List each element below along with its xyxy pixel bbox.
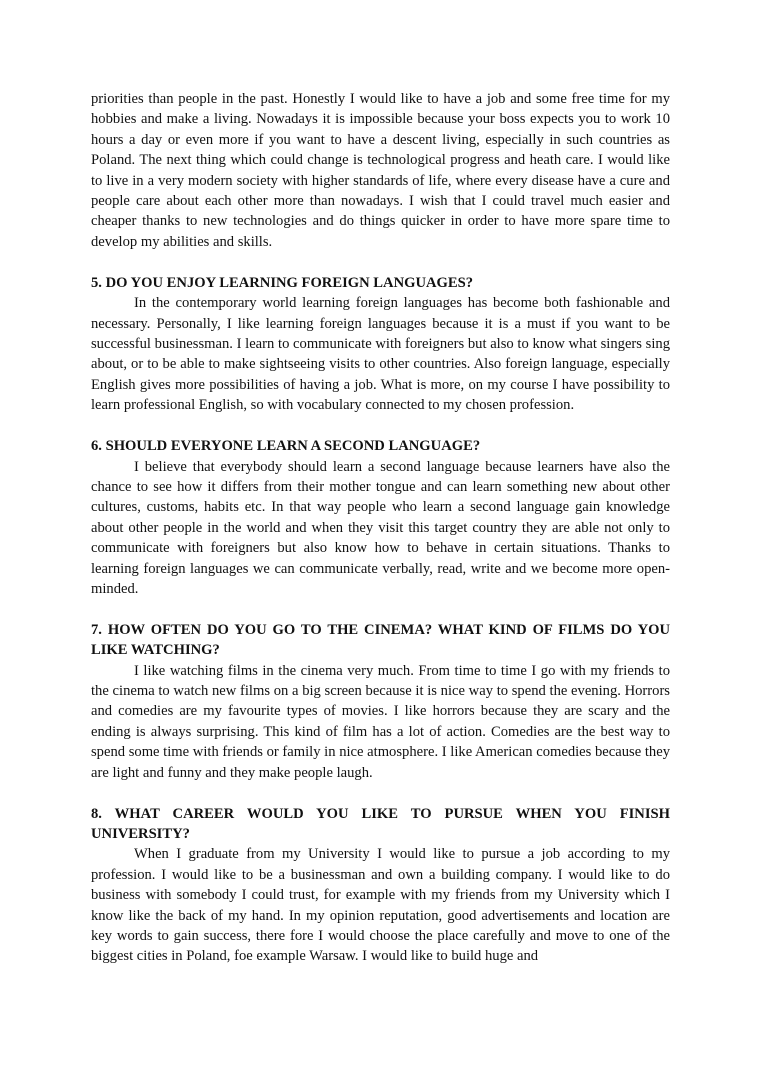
section-body: When I graduate from my University I would like to pursue a job according to my profession. I would like to be a businessman and own a building company. I would like to do business with somebody I could trust, for example with my friends from my University which I know like the back of my hand. In my opinion reputation, good advertisements and location are key words to gain success, there fore I would choose the place carefully and move to one of the biggest cities in Poland, foe example Warsaw. I would like to build huge and bbox=[91, 846, 670, 965]
section-6 bbox=[91, 436, 670, 599]
section-heading: 6. SHOULD EVERYONE LEARN A SECOND LANGUAGE? bbox=[91, 438, 481, 455]
section-5 bbox=[91, 273, 670, 416]
section-body: In the contemporary world learning foreign languages has become both fashionable and necessary. Personally, I like learning foreign languages because it is a must if you want to be successful businessman. I learn to communicate with foreigners but also to know what singers sing about, or to be able to make sightseeing visits to other countries. Also foreign language, especially English gives more possibilities of having a job. What is more, on my course I have possibility to learn professional English, so with vocabulary connected to my chosen profession. bbox=[91, 295, 670, 414]
intro-paragraph: priorities than people in the past. Honestly I would like to have a job and some free time for my hobbies and make a living. Nowadays it is impossible because your boss expects you to work 10 hours a day or even more if you want to have a descent living, especially in such countries as Poland. The next thing which could change is technological progress and heath care. I would like to live in a very modern society with higher standards of life, where every disease have a cure and people care about each other more than nowadays. I wish that I could travel much easier and cheaper thanks to new technologies and do things quicker in order to have more spare time to develop my abilities and skills. bbox=[91, 91, 670, 250]
document-page bbox=[91, 89, 670, 967]
section-body: I believe that everybody should learn a second language because learners have also the chance to see how it differs from their mother tongue and can learn something new about other cultures, customs, habits etc. In that way people who learn a second language gain knowledge about other people in the world and when they visit this target country they are able not only to communicate with foreigners but also know how to behave in certain situations. Thanks to learning foreign languages we can communicate verbally, read, write and we become more open-minded. bbox=[91, 458, 670, 597]
section-heading: 5. DO YOU ENJOY LEARNING FOREIGN LANGUAGES? bbox=[91, 274, 474, 291]
section-heading: 8. WHAT CAREER WOULD YOU LIKE TO PURSUE WHEN YOU FINISH UNIVERSITY? bbox=[91, 805, 670, 842]
section-heading: 7. HOW OFTEN DO YOU GO TO THE CINEMA? WHAT KIND OF FILMS DO YOU LIKE WATCHING? bbox=[91, 621, 670, 659]
section-7 bbox=[91, 620, 670, 783]
section-8 bbox=[91, 804, 670, 967]
section-body: I like watching films in the cinema very much. From time to time I go with my friends to the cinema to watch new films on a big screen because it is nice way to spend the evening. Horrors and comedies are my favourite types of movies. I like horrors because they are scary and the ending is always surprising. This kind of film has a lot of action. Comedies are the best way to spend some time with friends or family in nice atmosphere. I like American comedies because they are light and funny and they make people laugh. bbox=[91, 662, 670, 781]
